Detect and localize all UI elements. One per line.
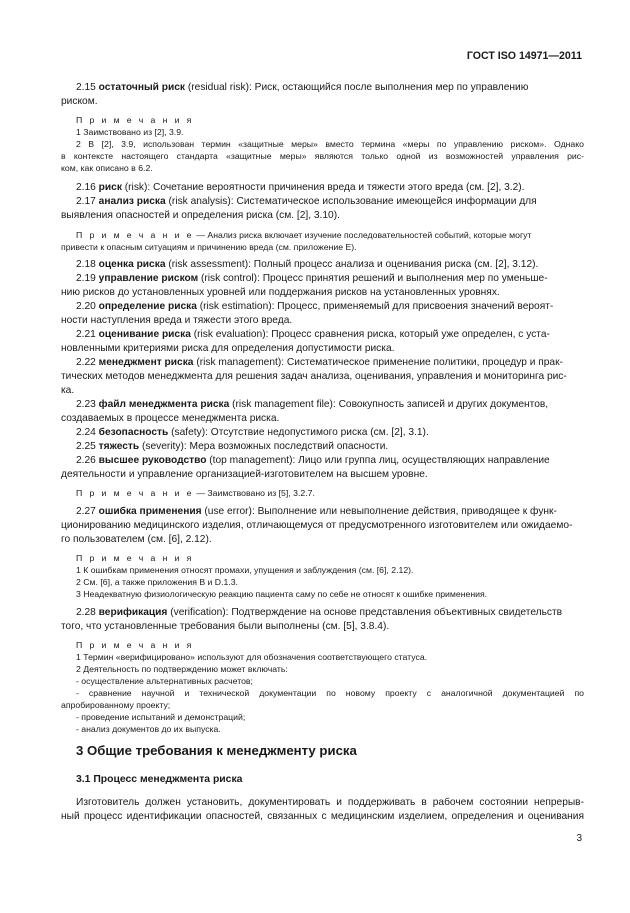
definition-2-15: [76, 81, 528, 94]
note-text: — Анализ риска включает изучение последовательностей событий, которые могут: [193, 230, 532, 240]
page-number: 3: [576, 833, 582, 844]
definition-2-26: [76, 454, 550, 467]
definition-number: 2.15: [76, 82, 96, 93]
note-label: П р и м е ч а н и я: [76, 553, 194, 563]
note-line: [76, 487, 315, 499]
note-line: привести к опасным ситуациям и причинению вреда (см. приложение Е).: [61, 242, 357, 252]
definition-text: (verification): Подтверждение на основе представления объективных свидетельств: [167, 607, 563, 618]
defined-term: высшее руководство: [98, 455, 207, 466]
definition-number: 2.21: [76, 329, 96, 340]
definition-2-22-cont: ка.: [61, 385, 75, 396]
definition-2-27-cont: ционированию медицинского изделия, отличающемуся от предусмотренного изготовителем или ожидаемо-: [61, 520, 573, 531]
body-paragraph-line: Изготовитель должен установить, документировать и поддерживать в рабочем состоянии непрерыв-: [76, 797, 584, 808]
note-line: [76, 229, 531, 241]
note-label: П р и м е ч а н и я: [76, 115, 194, 125]
definition-2-15-cont: риском.: [61, 96, 98, 107]
note-line: - осуществление альтернативных расчетов;: [76, 676, 253, 686]
definition-text: (safety): Отсутствие недопустимого риска (см. [2], 3.1).: [168, 427, 429, 438]
note-label: П р и м е ч а н и я: [76, 640, 194, 650]
definition-2-16: [76, 181, 525, 194]
defined-term: файл менеджмента риска: [98, 399, 230, 410]
definition-text: (top management): Лицо или группа лиц, осуществляющих направление: [206, 455, 550, 466]
note-line: 1 Заимствовано из [2], 3.9.: [76, 127, 184, 137]
definition-2-17: [76, 195, 537, 208]
defined-term: остаточный риск: [98, 82, 186, 93]
note-line: 1 К ошибкам применения относят промахи, упущения и заблуждения (см. [6], 2.12).: [76, 565, 414, 575]
definition-number: 2.17: [76, 196, 96, 207]
definition-2-20: [76, 300, 553, 313]
defined-term: безопасность: [98, 427, 169, 438]
definition-text: (risk control): Процесс принятия решений и выполнения мер по уменьше-: [198, 273, 548, 284]
defined-term: управление риском: [98, 273, 199, 284]
definition-2-22: [76, 356, 563, 369]
note-line: - проведение испытаний и демонстраций;: [76, 712, 246, 722]
definition-2-21: [76, 328, 550, 341]
definition-text: (risk): Сочетание вероятности причинения вреда и тяжести этого вреда (см. [2], 3.2).: [121, 182, 525, 193]
definition-2-17-cont: выявления опасностей и определения риска (см. [2], 3.10).: [61, 210, 340, 221]
definition-text: (risk estimation): Процесс, применяемый для присвоения значений вероят-: [196, 301, 554, 312]
definition-2-28-cont: того, что установленные требования были выполнены (см. [5], 3.8.4).: [61, 621, 390, 632]
definition-number: 2.25: [76, 441, 96, 452]
definition-text: (risk evaluation): Процесс сравнения риска, который уже определен, с уста-: [190, 329, 550, 340]
note-line: 2 См. [6], а также приложения В и D.1.3.: [76, 577, 238, 587]
note-label: П р и м е ч а н и е: [76, 488, 194, 498]
definition-text: (risk assessment): Полный процесс анализа и оценивания риска (см. [2], 3.12).: [165, 259, 539, 270]
definition-2-27-cont: го пользователем (см. [6], 2.12).: [61, 534, 212, 545]
definition-2-24: [76, 426, 429, 439]
defined-term: определение риска: [98, 301, 197, 312]
definition-number: 2.22: [76, 357, 96, 368]
definition-text: (risk analysis): Систематическое использование имеющейся информации для: [165, 196, 537, 207]
note-line: - анализ документов до их выпуска.: [76, 724, 221, 734]
body-paragraph-line: ный процесс идентификации опасностей, связанных с медицинским изделием, определения и оценивания: [61, 811, 584, 822]
document-id-header: ГОСТ ISO 14971—2011: [466, 50, 582, 62]
defined-term: анализ риска: [98, 196, 166, 207]
definition-2-23: [76, 398, 548, 411]
definition-number: 2.23: [76, 399, 96, 410]
definition-number: 2.16: [76, 182, 96, 193]
definition-number: 2.18: [76, 259, 96, 270]
note-label: П р и м е ч а н и е: [76, 230, 194, 240]
defined-term: менеджмент риска: [98, 357, 194, 368]
defined-term: риск: [98, 182, 122, 193]
definition-number: 2.28: [76, 607, 96, 618]
definition-number: 2.24: [76, 427, 96, 438]
definition-number: 2.20: [76, 301, 96, 312]
definition-2-21-cont: новленными критериями риска для определения допустимости риска.: [61, 343, 395, 354]
definition-2-25: [76, 440, 388, 453]
definition-2-28: [76, 606, 562, 619]
definition-number: 2.26: [76, 455, 96, 466]
note-line: 2 Деятельность по подтверждению может включать:: [76, 664, 288, 674]
note-line: апробированному проекту;: [61, 700, 171, 710]
note-line: 3 Неадекватную физиологическую реакцию пациента саму по себе не относят к ошибке применения.: [76, 589, 488, 599]
note-line: 1 Термин «верифицировано» используют для обозначения соответствующего статуса.: [76, 652, 428, 662]
defined-term: ошибка применения: [98, 506, 202, 517]
note-line: в контексте настоящего стандарта «защитные меры» являются только одной из возможностей управления рис-: [61, 151, 584, 161]
definition-2-27: [76, 505, 557, 518]
section-heading: 3 Общие требования к менеджменту риска: [76, 743, 357, 758]
note-line: ком, как описано в 6.2.: [61, 163, 153, 173]
definition-2-20-cont: ности наступления вреда и тяжести этого вреда.: [61, 315, 293, 326]
definition-2-26-cont: деятельности и управление организацией-изготовителем на высшем уровне.: [61, 469, 428, 480]
definition-text: (severity): Мера возможных последствий опасности.: [139, 441, 389, 452]
definition-text: (use error): Выполнение или невыполнение действия, приводящее к функ-: [201, 506, 557, 517]
note-line: 2 В [2], 3.9, использован термин «защитные меры» вместо термина «меры по управлению риском». Однако: [76, 139, 584, 149]
definition-2-22-cont: тических методов менеджмента для решения задач анализа, оценивания, управления и мониторинга рис-: [61, 371, 567, 382]
defined-term: оценка риска: [98, 259, 166, 270]
definition-2-23-cont: создаваемых в процессе менеджмента риска.: [61, 413, 280, 424]
definition-number: 2.27: [76, 506, 96, 517]
definition-text: (risk management file): Совокупность записей и других документов,: [229, 399, 549, 410]
definition-text: (risk management): Систематическое применение политики, процедур и прак-: [193, 357, 563, 368]
definition-number: 2.19: [76, 273, 96, 284]
definition-2-19-cont: нию рисков до установленных уровней или поддержания рисков на установленных уровнях.: [61, 287, 500, 298]
definition-2-19: [76, 272, 548, 285]
defined-term: оценивание риска: [98, 329, 191, 340]
definition-text: (residual risk): Риск, остающийся после выполнения мер по управлению: [185, 82, 529, 93]
subsection-heading: 3.1 Процесс менеджмента риска: [76, 774, 243, 785]
note-text: — Заимствовано из [5], 3.2.7.: [193, 488, 315, 498]
note-line: - сравнение научной и технической документации по новому проекту с аналогичной документацией по: [76, 688, 584, 698]
defined-term: верификация: [98, 607, 168, 618]
defined-term: тяжесть: [98, 441, 140, 452]
definition-2-18: [76, 258, 538, 271]
